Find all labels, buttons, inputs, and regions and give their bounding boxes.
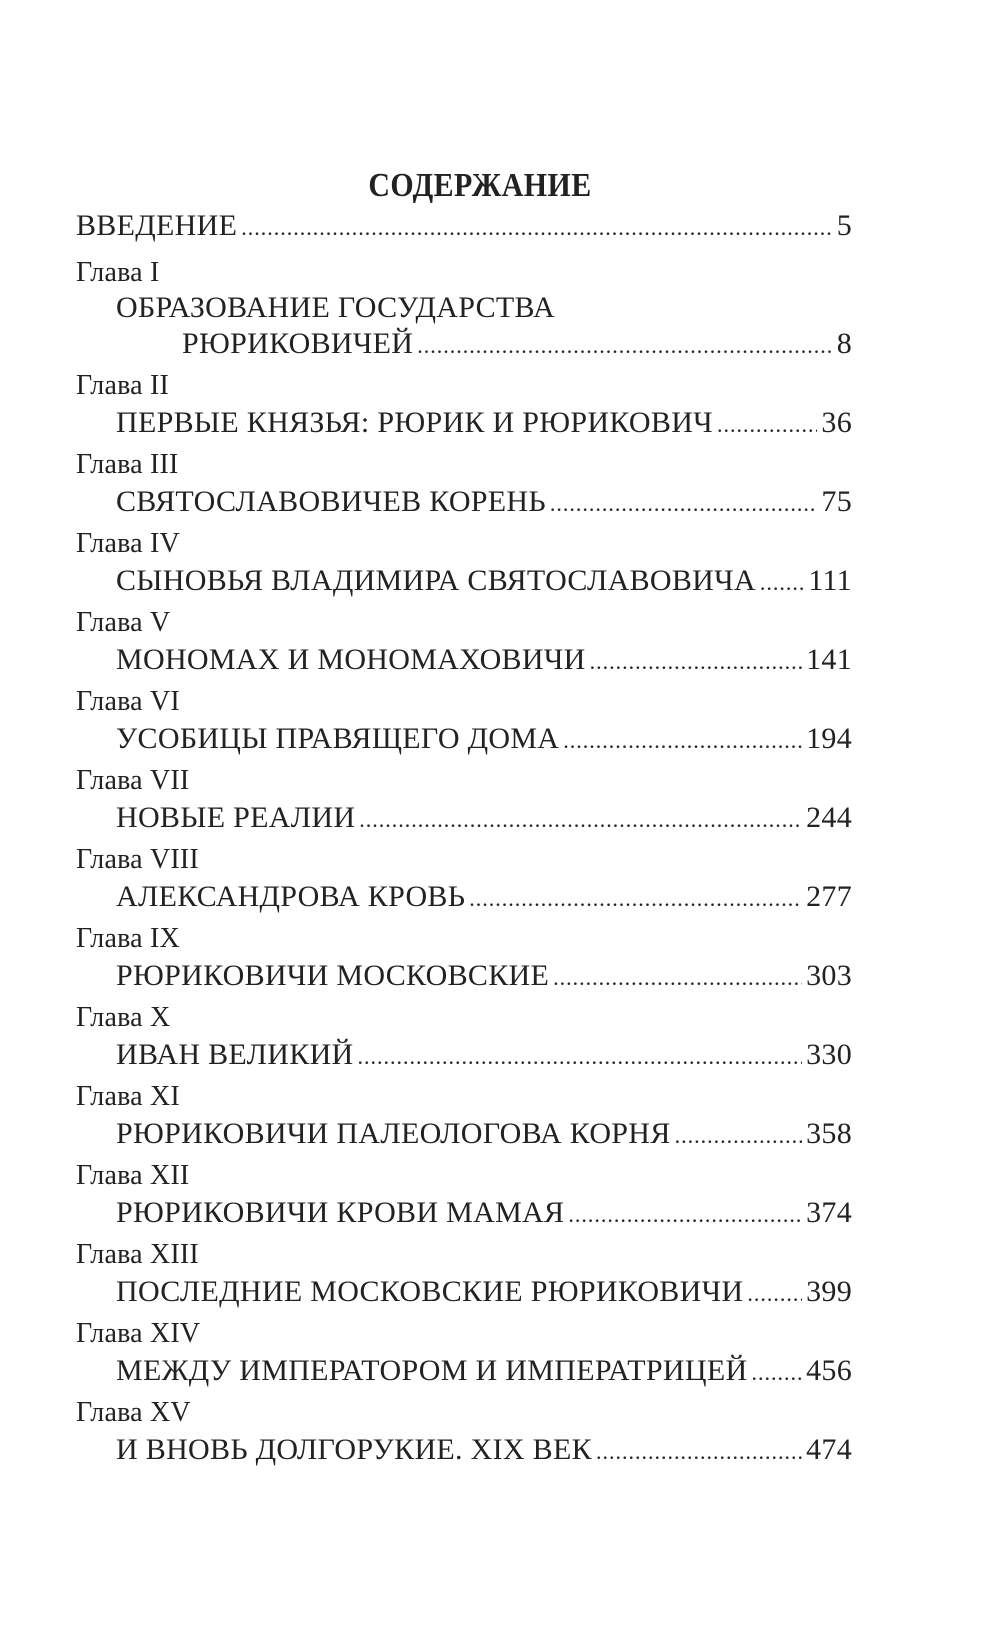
page-title: СОДЕРЖАНИЕ — [368, 166, 592, 204]
chapter-label: Глава XI — [76, 1081, 180, 1112]
toc-entry[interactable] — [76, 1115, 852, 1155]
chapter-label: Глава II — [76, 370, 170, 401]
page-number: 75 — [821, 485, 852, 518]
toc-entry[interactable] — [76, 1431, 852, 1471]
dot-leader — [760, 564, 804, 602]
toc-entry[interactable] — [76, 1273, 852, 1313]
toc-chapter[interactable] — [76, 526, 852, 602]
toc-chapter[interactable] — [76, 921, 852, 997]
page-number: 244 — [806, 801, 852, 834]
entry-title: РЮРИКОВИЧЕЙ — [182, 325, 413, 363]
dot-leader — [358, 1038, 803, 1076]
toc-entry[interactable] — [76, 957, 852, 997]
toc-entry[interactable] — [76, 878, 852, 918]
entry-title-line-1: ОБРАЗОВАНИЕ ГОСУДАРСТВА — [116, 291, 555, 324]
page-number: 399 — [806, 1275, 852, 1308]
page-number: 36 — [821, 406, 852, 439]
chapter-label: Глава V — [76, 607, 171, 638]
dot-leader — [563, 722, 802, 760]
toc-chapter[interactable] — [76, 368, 852, 444]
page-number: 358 — [806, 1117, 852, 1150]
page-number: 8 — [836, 327, 852, 360]
entry-title: РЮРИКОВИЧИ КРОВИ МАМАЯ — [116, 1194, 564, 1232]
toc-entry[interactable] — [76, 1036, 852, 1076]
entry-title: РЮРИКОВИЧИ ПАЛЕОЛОГОВА КОРНЯ — [116, 1115, 671, 1153]
dot-leader — [550, 485, 818, 523]
toc-entry[interactable] — [76, 641, 852, 681]
entry-title: СВЯТОСЛАВОВИЧЕВ КОРЕНЬ — [116, 483, 546, 521]
page-number: 277 — [806, 880, 852, 913]
chapter-label: Глава IV — [76, 528, 180, 559]
toc-chapter[interactable] — [76, 1158, 852, 1234]
toc-chapter[interactable] — [76, 605, 852, 681]
chapter-label: Глава XIV — [76, 1318, 201, 1349]
entry-title: МОНОМАХ И МОНОМАХОВИЧИ — [116, 641, 586, 679]
toc-entry[interactable] — [76, 1352, 852, 1392]
entry-title: ИВАН ВЕЛИКИЙ — [116, 1036, 354, 1074]
toc-entry[interactable] — [76, 1194, 852, 1234]
page-number: 474 — [806, 1433, 852, 1466]
entry-title: И ВНОВЬ ДОЛГОРУКИЕ. XIX ВЕК — [116, 1431, 592, 1469]
dot-leader — [469, 880, 802, 918]
chapter-label: Глава VI — [76, 686, 180, 717]
toc-entry[interactable] — [76, 720, 852, 760]
entry-title: АЛЕКСАНДРОВА КРОВЬ — [116, 878, 465, 916]
toc-chapter[interactable] — [76, 842, 852, 918]
dot-leader — [751, 1354, 802, 1392]
toc-chapter[interactable] — [76, 1395, 852, 1471]
toc-chapter[interactable] — [76, 255, 852, 365]
page-number: 141 — [806, 643, 852, 676]
dot-leader — [675, 1117, 803, 1155]
chapter-label: Глава XII — [76, 1160, 190, 1191]
toc-chapter[interactable] — [76, 684, 852, 760]
entry-title: ВВЕДЕНИЕ — [76, 207, 237, 245]
toc-entry[interactable] — [76, 325, 852, 365]
toc-chapter[interactable] — [76, 1000, 852, 1076]
table-of-contents — [76, 207, 852, 1474]
dot-leader — [241, 209, 832, 247]
toc-entry[interactable] — [76, 799, 852, 839]
entry-title: РЮРИКОВИЧИ МОСКОВСКИЕ — [116, 957, 549, 995]
entry-title: ПОСЛЕДНИЕ МОСКОВСКИЕ РЮРИКОВИЧИ — [116, 1273, 743, 1311]
chapter-label: Глава X — [76, 1002, 171, 1033]
entry-title: УСОБИЦЫ ПРАВЯЩЕГО ДОМА — [116, 720, 559, 758]
toc-entry[interactable] — [76, 483, 852, 523]
dot-leader — [747, 1275, 802, 1313]
page-number: 303 — [806, 959, 852, 992]
chapter-label: Глава XIII — [76, 1239, 199, 1270]
dot-leader — [568, 1196, 802, 1234]
chapter-label: Глава I — [76, 257, 160, 288]
toc-entry-intro[interactable] — [76, 207, 852, 247]
toc-chapter[interactable] — [76, 447, 852, 523]
chapter-label: Глава III — [76, 449, 179, 480]
entry-title: МЕЖДУ ИМПЕРАТОРОМ И ИМПЕРАТРИЦЕЙ — [116, 1352, 747, 1390]
dot-leader — [590, 643, 803, 681]
chapter-label: Глава VII — [76, 765, 190, 796]
page-number: 330 — [806, 1038, 852, 1071]
entry-title: СЫНОВЬЯ ВЛАДИМИРА СВЯТОСЛАВОВИЧА — [116, 562, 756, 600]
page-number: 374 — [806, 1196, 852, 1229]
page-number: 194 — [806, 722, 852, 755]
page-number: 456 — [806, 1354, 852, 1387]
dot-leader — [717, 406, 817, 444]
chapter-label: Глава XV — [76, 1397, 191, 1428]
entry-title: НОВЫЕ РЕАЛИИ — [116, 799, 355, 837]
toc-chapter[interactable] — [76, 1237, 852, 1313]
entry-title: ПЕРВЫЕ КНЯЗЬЯ: РЮРИК И РЮРИКОВИЧ — [116, 404, 713, 442]
dot-leader — [359, 801, 802, 839]
dot-leader — [417, 327, 832, 365]
dot-leader — [553, 959, 802, 997]
dot-leader — [596, 1433, 802, 1471]
chapter-label: Глава IX — [76, 923, 180, 954]
toc-entry[interactable] — [76, 404, 852, 444]
page-number: 111 — [808, 564, 852, 597]
toc-chapter[interactable] — [76, 763, 852, 839]
toc-chapter[interactable] — [76, 1316, 852, 1392]
toc-chapter[interactable] — [76, 1079, 852, 1155]
chapter-label: Глава VIII — [76, 844, 199, 875]
page-number: 5 — [836, 209, 852, 242]
toc-entry[interactable] — [76, 562, 852, 602]
